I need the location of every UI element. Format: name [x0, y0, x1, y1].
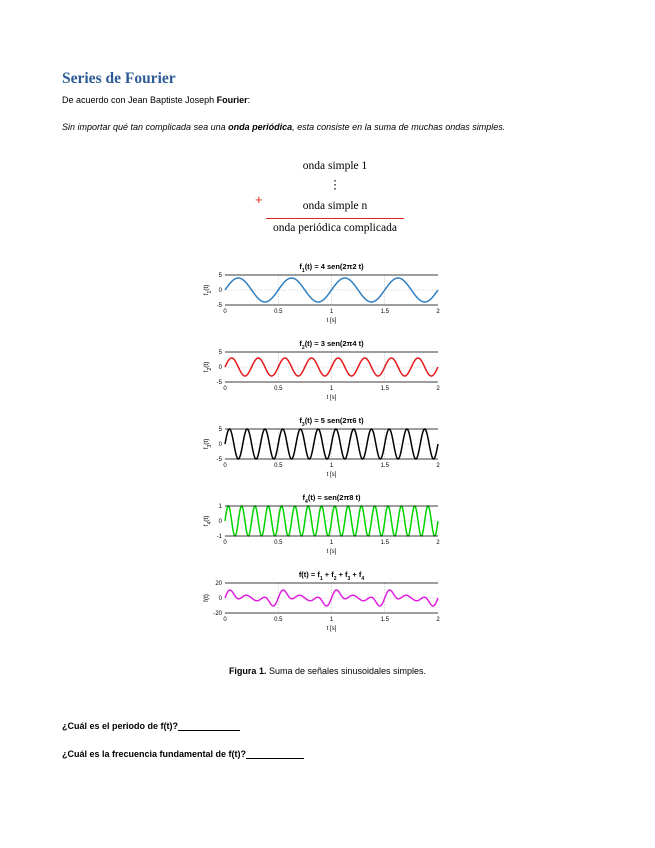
chart-panel-5: [203, 570, 440, 632]
chart-title: $f_1(t) = 4$ sen(2π2 t): [299, 262, 364, 274]
x-axis-label: t [s]: [326, 395, 337, 401]
chart-panel-2: [203, 339, 440, 401]
answer-blank-frequency[interactable]: [246, 748, 304, 759]
simple-wave-n-label: onda simple n: [302, 200, 368, 212]
x-tick-label: 2: [436, 309, 440, 315]
x-tick-label: 1: [329, 540, 334, 546]
intro-prefix: De acuerdo con Jean Baptiste Joseph: [62, 95, 217, 105]
x-tick-label: 2: [436, 617, 440, 623]
x-tick-label: 0.5: [274, 463, 283, 469]
signal-charts: [185, 258, 455, 643]
x-tick-label: 0.5: [274, 617, 283, 623]
question-frequency: [62, 748, 304, 759]
claim-suffix: , esta consiste en la suma de muchas ondas simples.: [292, 122, 506, 132]
intro-suffix: :: [247, 95, 251, 105]
x-tick-label: 0.5: [274, 309, 283, 315]
x-tick-label: 0.5: [274, 540, 283, 546]
answer-blank-period[interactable]: [178, 720, 240, 731]
x-tick-label: 1: [329, 309, 334, 315]
intro-bold: Fourier: [216, 95, 248, 105]
y-axis-label: f(t): [203, 594, 210, 602]
chart-title: $f(t) = f_1 + f_2 + f_3 + f_4$: [298, 570, 365, 582]
y-tick-label: 0: [218, 365, 222, 371]
document-title: Series de Fourier: [62, 70, 176, 87]
x-tick-label: 1.5: [380, 309, 389, 315]
x-tick-label: 0: [223, 617, 227, 623]
x-tick-label: 1.5: [380, 386, 389, 392]
x-tick-label: 0.5: [274, 386, 283, 392]
x-axis-label: t [s]: [326, 472, 337, 478]
x-axis-label: t [s]: [326, 318, 337, 324]
y-tick-label: 0: [218, 519, 222, 525]
simple-wave-1-label: onda simple 1: [302, 160, 368, 172]
plus-sign: +: [255, 192, 263, 207]
y-tick-label: 5: [218, 350, 222, 356]
y-tick-label: 1: [218, 504, 222, 510]
x-axis-label: t [s]: [326, 626, 337, 632]
y-tick-label: 5: [218, 427, 222, 433]
x-tick-label: 0: [223, 386, 227, 392]
y-tick-label: -5: [216, 303, 222, 309]
x-tick-label: 1.5: [380, 463, 389, 469]
claim-line: [62, 122, 505, 132]
y-tick-label: 20: [215, 581, 222, 587]
x-tick-label: 2: [436, 386, 440, 392]
figure-caption: [0, 666, 655, 676]
chart-title: $f_4(t) = sen(2\pi 8$ t): [302, 493, 361, 505]
chart-title: $f_3(t) = 5$ sen(2π6 t): [299, 416, 364, 428]
y-tick-label: -5: [216, 380, 222, 386]
y-axis-label: $f_2(t)$: [203, 361, 213, 373]
y-axis-label: $f_1(t)$: [203, 284, 213, 296]
x-axis-label: t [s]: [326, 549, 337, 555]
figure-label: Figura 1.: [228, 666, 267, 676]
y-tick-label: -5: [216, 457, 222, 463]
vertical-dots: ⋮: [329, 179, 341, 191]
y-axis-label: $f_4(t)$: [203, 515, 213, 527]
question-period: [62, 720, 240, 731]
y-tick-label: 0: [218, 442, 222, 448]
chart-panel-3: [203, 416, 440, 478]
y-tick-label: 0: [218, 288, 222, 294]
chart-panel-4: [203, 493, 440, 555]
y-tick-label: -20: [213, 611, 222, 617]
question-period-text: ¿Cuál es el periodo de f(t)?: [62, 721, 179, 731]
x-tick-label: 2: [436, 540, 440, 546]
claim-bold: onda periódica: [228, 122, 293, 132]
x-tick-label: 0: [223, 540, 227, 546]
intro-line: [62, 95, 250, 105]
x-tick-label: 2: [436, 463, 440, 469]
y-tick-label: 0: [218, 596, 222, 602]
x-tick-label: 1: [329, 386, 334, 392]
x-tick-label: 1.5: [380, 540, 389, 546]
x-tick-label: 0: [223, 309, 227, 315]
complex-wave-label: onda periódica complicada: [273, 222, 397, 234]
question-frequency-text: ¿Cuál es la frecuencia fundamental de f(t)?: [62, 749, 247, 759]
figure-text: Suma de señales sinusoidales simples.: [266, 666, 427, 676]
chart-panel-1: [203, 262, 440, 324]
claim-prefix: Sin importar qué tan complicada sea una: [62, 122, 229, 132]
x-tick-label: 1.5: [380, 617, 389, 623]
y-tick-label: -1: [216, 534, 222, 540]
x-tick-label: 0: [223, 463, 227, 469]
x-tick-label: 1: [329, 617, 334, 623]
x-tick-label: 1: [329, 463, 334, 469]
chart-title: $f_2(t) = 3$ sen(2π4 t): [299, 339, 364, 351]
y-axis-label: $f_3(t)$: [203, 438, 213, 450]
summation-diagram: [250, 160, 420, 240]
y-tick-label: 5: [218, 273, 222, 279]
sum-rule: [266, 218, 404, 219]
